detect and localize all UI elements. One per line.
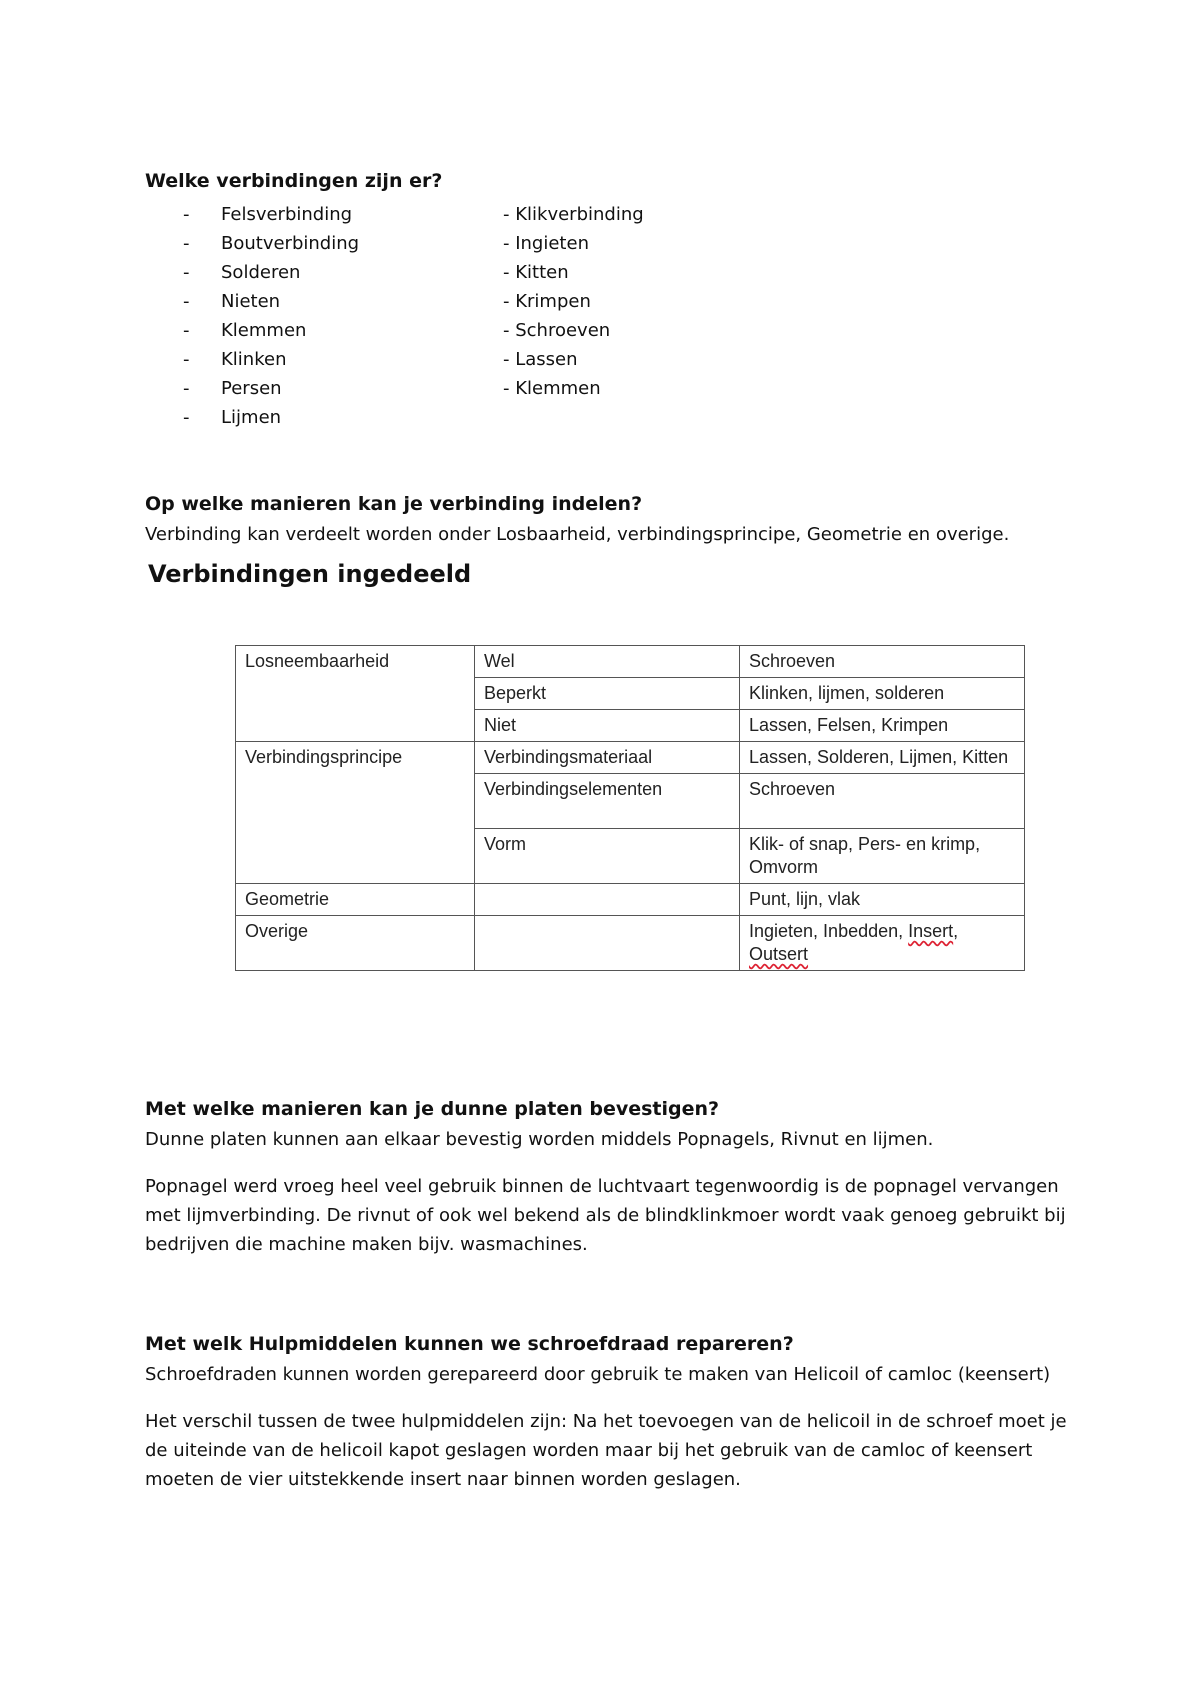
heading-connections: Welke verbindingen zijn er? bbox=[145, 170, 443, 192]
list-item: - Kitten bbox=[503, 262, 569, 283]
table-row bbox=[236, 916, 1025, 971]
list-item: - Schroeven bbox=[503, 320, 611, 341]
list-item: - Ingieten bbox=[503, 233, 589, 254]
heading-thread-repair: Met welk Hulpmiddelen kunnen we schroefdraad repareren? bbox=[145, 1333, 794, 1355]
table-cell: Schroeven bbox=[740, 774, 1025, 829]
spellcheck-word: Outsert bbox=[749, 944, 809, 964]
list-item: - Klemmen bbox=[503, 378, 601, 399]
table-cell: Verbindingselementen bbox=[475, 774, 740, 829]
connections-table bbox=[235, 645, 1025, 971]
table-cell: Vorm bbox=[475, 829, 740, 884]
table-cell: Verbindingsmateriaal bbox=[475, 742, 740, 774]
table-row bbox=[236, 646, 1025, 678]
connections-list-right bbox=[503, 200, 803, 403]
connections-list-left bbox=[183, 200, 483, 432]
table-title: Verbindingen ingedeeld bbox=[148, 560, 472, 588]
list-item: - Klemmen bbox=[183, 320, 307, 341]
table-cell: Beperkt bbox=[475, 678, 740, 710]
list-item: - Felsverbinding bbox=[183, 204, 353, 225]
list-item: - Nieten bbox=[183, 291, 281, 312]
heading-classification: Op welke manieren kan je verbinding indelen? bbox=[145, 493, 643, 515]
table-row bbox=[236, 884, 1025, 916]
thin-plates-text-2: Popnagel werd vroeg heel veel gebruik binnen de luchtvaart tegenwoordig is de popnagel vervangen met lijmverbinding. De rivnut of ook wel bekend als de blindklinkmoer wordt vaak genoeg gebruikt bij bedrijven die machine maken bijv. wasmachines. bbox=[145, 1176, 1066, 1255]
table-cell bbox=[475, 916, 740, 971]
heading-thin-plates: Met welke manieren kan je dunne platen bevestigen? bbox=[145, 1098, 720, 1120]
table-cell: Verbindingsprincipe bbox=[236, 742, 475, 884]
table-cell: Klik- of snap, Pers- en krimp, Omvorm bbox=[740, 829, 1025, 884]
table-cell bbox=[475, 884, 740, 916]
list-item: - Lassen bbox=[503, 349, 578, 370]
table-cell: Schroeven bbox=[740, 646, 1025, 678]
list-item: - Klinken bbox=[183, 349, 287, 370]
table-row bbox=[236, 742, 1025, 774]
thin-plates-text-1: Dunne platen kunnen aan elkaar bevestig worden middels Popnagels, Rivnut en lijmen. bbox=[145, 1129, 934, 1150]
table-cell: Lassen, Solderen, Lijmen, Kitten bbox=[740, 742, 1025, 774]
list-item: - Krimpen bbox=[503, 291, 591, 312]
table-cell: Niet bbox=[475, 710, 740, 742]
list-item: - Lijmen bbox=[183, 407, 282, 428]
table-cell: Wel bbox=[475, 646, 740, 678]
table-cell: Klinken, lijmen, solderen bbox=[740, 678, 1025, 710]
list-item: - Persen bbox=[183, 378, 282, 399]
spellcheck-word: Insert bbox=[908, 921, 954, 941]
table-cell: Geometrie bbox=[236, 884, 475, 916]
classification-text: Verbinding kan verdeelt worden onder Losbaarheid, verbindingsprincipe, Geometrie en overige. bbox=[145, 524, 1010, 545]
list-item: - Boutverbinding bbox=[183, 233, 360, 254]
list-item: - Solderen bbox=[183, 262, 301, 283]
table-cell: Lassen, Felsen, Krimpen bbox=[740, 710, 1025, 742]
table-cell: Punt, lijn, vlak bbox=[740, 884, 1025, 916]
table-cell: Overige bbox=[236, 916, 475, 971]
list-item: - Klikverbinding bbox=[503, 204, 644, 225]
thread-repair-text-1: Schroefdraden kunnen worden gerepareerd door gebruik te maken van Helicoil of camloc (keensert) bbox=[145, 1364, 1051, 1385]
thread-repair-text-2: Het verschil tussen de twee hulpmiddelen zijn: Na het toevoegen van de helicoil in de schroef moet je de uiteinde van de helicoil kapot geslagen worden maar bij het gebruik van de camloc of keensert moeten de vier uitstekkende insert naar binnen worden geslagen. bbox=[145, 1411, 1067, 1490]
table-cell: Ingieten, Inbedden, Insert, Outsert bbox=[740, 916, 1025, 971]
table-cell: Losneembaarheid bbox=[236, 646, 475, 742]
